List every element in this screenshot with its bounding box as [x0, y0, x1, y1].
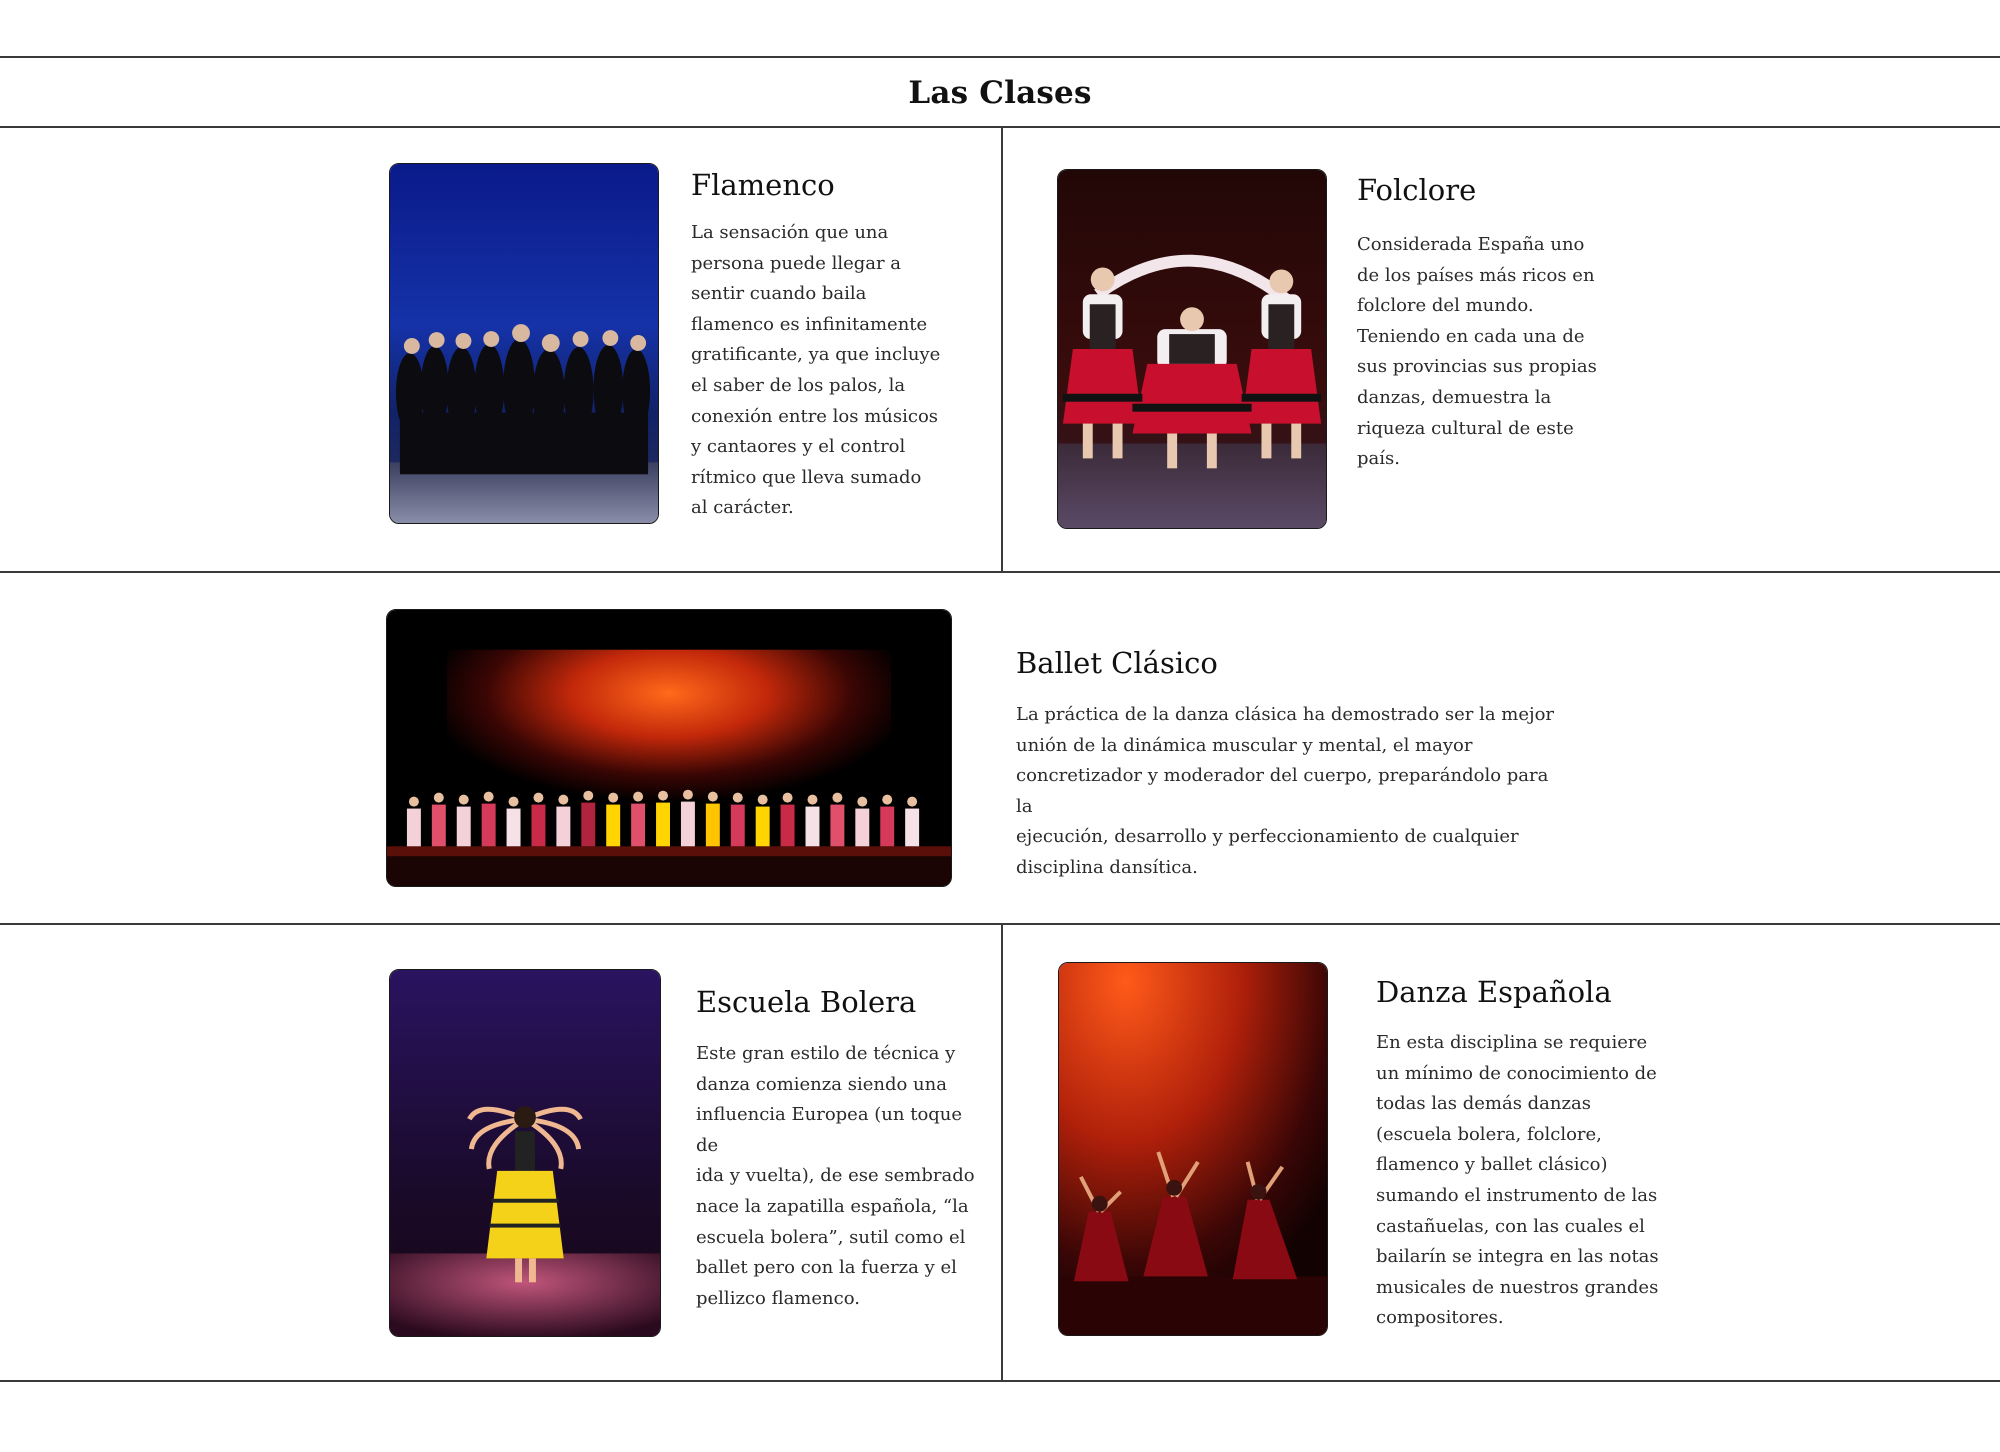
ballet-stage-icon [387, 610, 951, 886]
ballet-title: Ballet Clásico [1016, 646, 1218, 680]
danza-espanola-title: Danza Española [1376, 975, 1612, 1009]
bolera-description: Este gran estilo de técnica y danza comienza siendo una influencia Europea (un toque de ida y vuelta), de ese sembrado nace la zapatilla española, “la escuela bolera”, sutil como el ballet pero con la fuerza y el pellizco flamenco. [696, 1043, 975, 1309]
ballet-photo [386, 609, 952, 887]
bolera-photo [389, 969, 661, 1337]
divider-col-row1 [1001, 127, 1003, 571]
divider-col-row3 [1001, 924, 1003, 1380]
bolera-title: Escuela Bolera [696, 985, 917, 1019]
divider-row2-bottom [0, 923, 2000, 925]
page-title: Las Clases [908, 75, 1092, 111]
flamenco-photo [389, 163, 659, 524]
divider-row1-bottom [0, 571, 2000, 573]
flamenco-title: Flamenco [691, 168, 835, 202]
flamenco-description: La sensación que una persona puede llegar a sentir cuando baila flamenco es infinitamente gratificante, ya que incluye el saber de los palos, la conexión entre los músicos y cantaores y el control rítmico que lleva sumado al carácter. [691, 222, 941, 519]
danza-espanola-description: En esta disciplina se requiere un mínimo de conocimiento de todas las demás danzas (escuela bolera, folclore, flamenco y ballet clásico) sumando el instrumento de las castañuelas, con las cuales el bailarín se integra en las notas musicales de nuestros grandes compositores. [1376, 1032, 1659, 1329]
danza-espanola-photo [1058, 962, 1328, 1336]
folclore-title: Folclore [1357, 173, 1477, 207]
flamenco-dancers-icon [390, 164, 658, 523]
folclore-photo [1057, 169, 1327, 529]
bolera-dancer-icon [390, 970, 660, 1336]
folk-dancers-icon [1058, 170, 1326, 528]
spanish-dance-icon [1059, 963, 1327, 1335]
ballet-description: La práctica de la danza clásica ha demostrado ser la mejor unión de la dinámica muscular y mental, el mayor concretizador y moderador del cuerpo, preparándolo para la ejecución, desarrollo y perfeccionamiento de cualquier disciplina dansítica. [1016, 704, 1555, 878]
folclore-description: Considerada España uno de los países más ricos en folclore del mundo. Teniendo en cada una de sus provincias sus propias danzas, demuestra la riqueza cultural de este país. [1357, 234, 1597, 470]
divider-bottom [0, 1380, 2000, 1382]
